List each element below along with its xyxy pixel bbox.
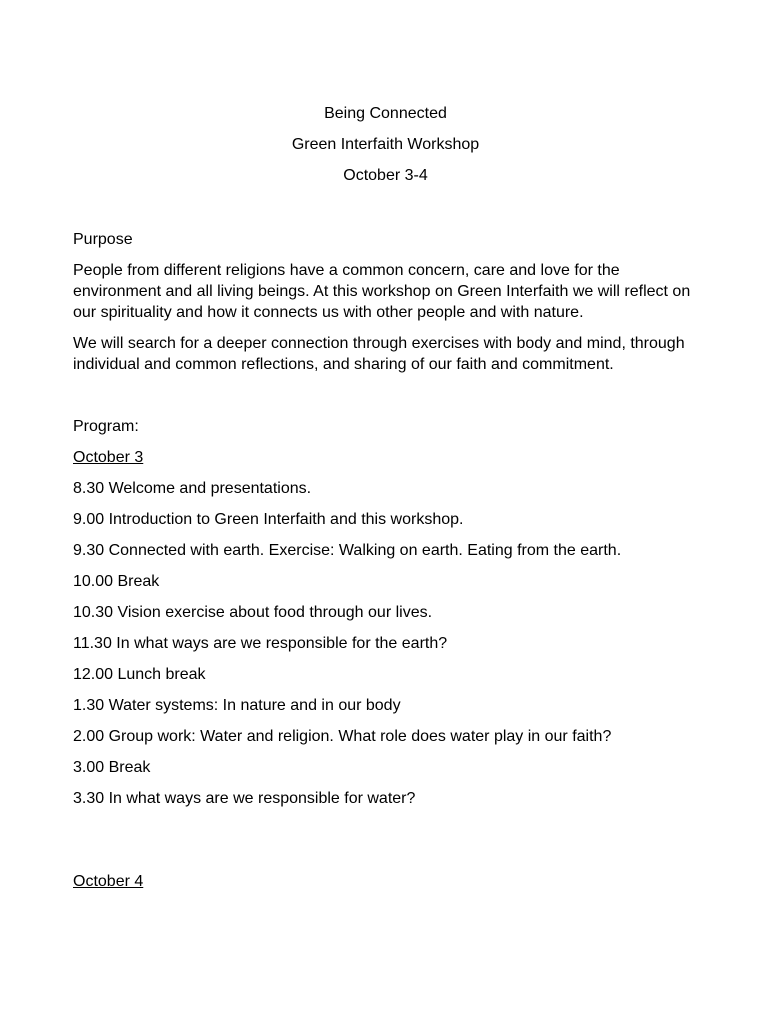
purpose-heading: Purpose	[73, 231, 133, 248]
schedule-item: 9.30 Connected with earth. Exercise: Walking on earth. Eating from the earth.	[73, 542, 622, 559]
document-page	[73, 103, 698, 902]
schedule-item: 12.00 Lunch break	[73, 666, 206, 683]
schedule-item: 2.00 Group work: Water and religion. What role does water play in our faith?	[73, 728, 612, 745]
purpose-paragraph-1: People from different religions have a common concern, care and love for the environment and all living beings. At this workshop on Green Interfaith we will reflect on our spirituality and how it connects us with other people and with nature.	[73, 262, 691, 321]
day1-label: October 3	[73, 449, 144, 466]
schedule-item: 10.30 Vision exercise about food through our lives.	[73, 604, 433, 621]
document-title: Being Connected	[324, 105, 447, 122]
spacer	[73, 819, 698, 871]
document-dates: October 3-4	[343, 167, 428, 184]
spacer	[73, 385, 698, 416]
document-subtitle: Green Interfaith Workshop	[291, 136, 480, 153]
schedule-item: 3.00 Break	[73, 759, 151, 776]
schedule-item: 3.30 In what ways are we responsible for water?	[73, 790, 416, 807]
schedule-item: 8.30 Welcome and presentations.	[73, 480, 312, 497]
schedule-item: 11.30 In what ways are we responsible for the earth?	[73, 635, 448, 652]
day1-schedule	[73, 478, 698, 809]
schedule-item: 1.30 Water systems: In nature and in our body	[73, 697, 401, 714]
day2-label: October 4	[73, 873, 144, 890]
program-heading: Program:	[73, 418, 139, 435]
title-block	[73, 103, 698, 186]
purpose-paragraph-2: We will search for a deeper connection through exercises with body and mind, through individual and common reflections, and sharing of our faith and commitment.	[73, 335, 685, 373]
schedule-item: 10.00 Break	[73, 573, 160, 590]
schedule-item: 9.00 Introduction to Green Interfaith and this workshop.	[73, 511, 464, 528]
